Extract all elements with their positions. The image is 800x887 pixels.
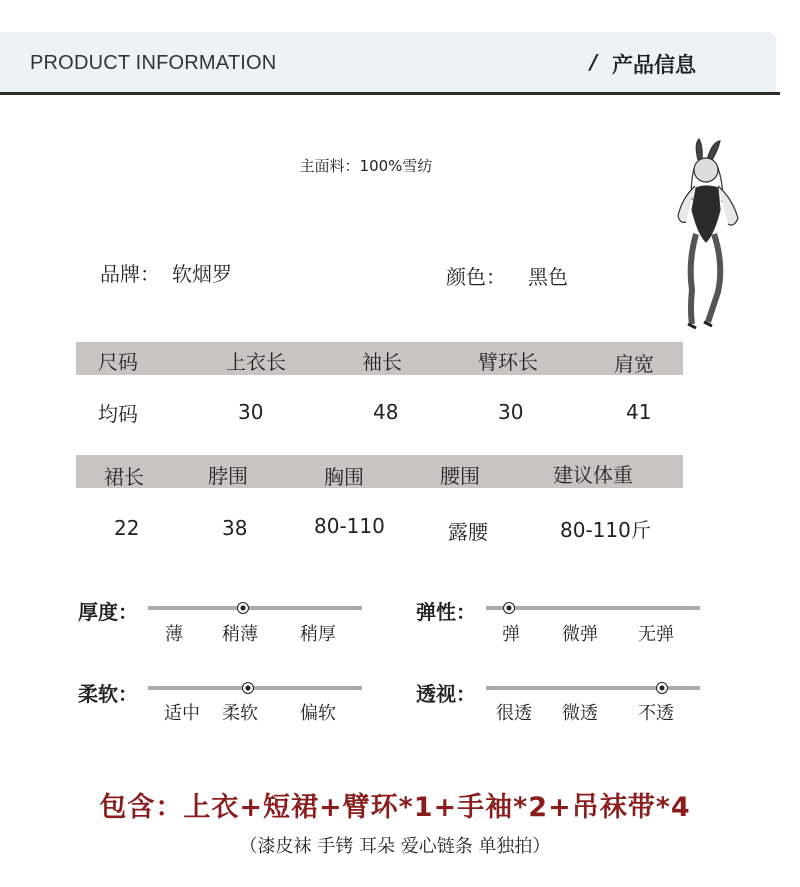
softness-option-medium: 适中 <box>164 703 200 724</box>
size-value-sleeve: 48 <box>373 400 399 424</box>
fabric-info: 主面料：100%雪纺 <box>299 157 433 175</box>
size-value-weight: 80-110斤 <box>560 518 651 542</box>
elasticity-track <box>486 606 700 610</box>
size-value-size: 均码 <box>98 402 138 426</box>
size-header-size: 尺码 <box>98 350 138 374</box>
thickness-track <box>148 606 362 610</box>
size-header-top-length: 上衣长 <box>226 350 286 374</box>
elasticity-option-no-stretch: 无弹 <box>638 624 674 645</box>
size-header-shoulder: 肩宽 <box>614 352 654 376</box>
thickness-indicator <box>237 602 249 614</box>
thickness-label: 厚度： <box>78 600 138 624</box>
header-title-en: PRODUCT INFORMATION <box>30 52 277 74</box>
softness-option-softer: 偏软 <box>300 703 336 724</box>
softness-track <box>148 686 362 690</box>
elasticity-label: 弹性： <box>416 600 476 624</box>
size-value-chest: 80-110 <box>314 514 385 538</box>
elasticity-option-stretch: 弹 <box>502 624 520 645</box>
elasticity-indicator <box>503 602 515 614</box>
softness-indicator <box>242 682 254 694</box>
thickness-option-slightly-thick: 稍厚 <box>300 624 336 645</box>
brand-value: 软烟罗 <box>172 262 232 286</box>
size-value-neck: 38 <box>222 516 248 540</box>
transparency-option-slightly-sheer: 微透 <box>562 703 598 724</box>
brand-row <box>100 258 232 287</box>
brand-label: 品牌： <box>100 262 160 286</box>
size-header-skirt-length: 裙长 <box>104 465 144 489</box>
size-header-chest: 胸围 <box>324 465 364 489</box>
color-label: 颜色： <box>446 265 506 289</box>
softness-label: 柔软： <box>78 682 138 706</box>
bunny-girl-illustration <box>668 138 748 334</box>
softness-option-soft: 柔软 <box>222 703 258 724</box>
transparency-option-opaque: 不透 <box>638 703 674 724</box>
transparency-indicator <box>656 682 668 694</box>
size-header-armband: 臂环长 <box>478 350 538 374</box>
size-header-weight: 建议体重 <box>553 463 633 487</box>
package-contents: 包含：上衣+短裙+臂环*1+手袖*2+吊袜带*4 <box>99 792 691 823</box>
transparency-label: 透视： <box>416 682 476 706</box>
size-value-waist: 露腰 <box>448 520 488 544</box>
transparency-option-very-sheer: 很透 <box>496 703 532 724</box>
size-value-shoulder: 41 <box>626 400 652 424</box>
thickness-option-thin: 薄 <box>165 624 183 645</box>
header-divider <box>0 92 780 95</box>
package-note: （漆皮袜 手铐 耳朵 爱心链条 单独拍） <box>239 836 551 857</box>
size-header-neck: 脖围 <box>208 464 248 488</box>
elasticity-option-slight-stretch: 微弹 <box>562 624 598 645</box>
size-header-waist: 腰围 <box>440 464 480 488</box>
header-title-cn: 产品信息 <box>612 53 696 77</box>
color-value: 黑色 <box>528 265 568 289</box>
size-value-skirt-length: 22 <box>114 516 140 540</box>
color-row <box>446 261 568 290</box>
thickness-option-slightly-thin: 稍薄 <box>222 624 258 645</box>
size-value-top-length: 30 <box>238 400 264 424</box>
header-slash: / <box>590 50 598 74</box>
size-header-sleeve: 袖长 <box>362 350 402 374</box>
size-value-armband: 30 <box>498 400 524 424</box>
